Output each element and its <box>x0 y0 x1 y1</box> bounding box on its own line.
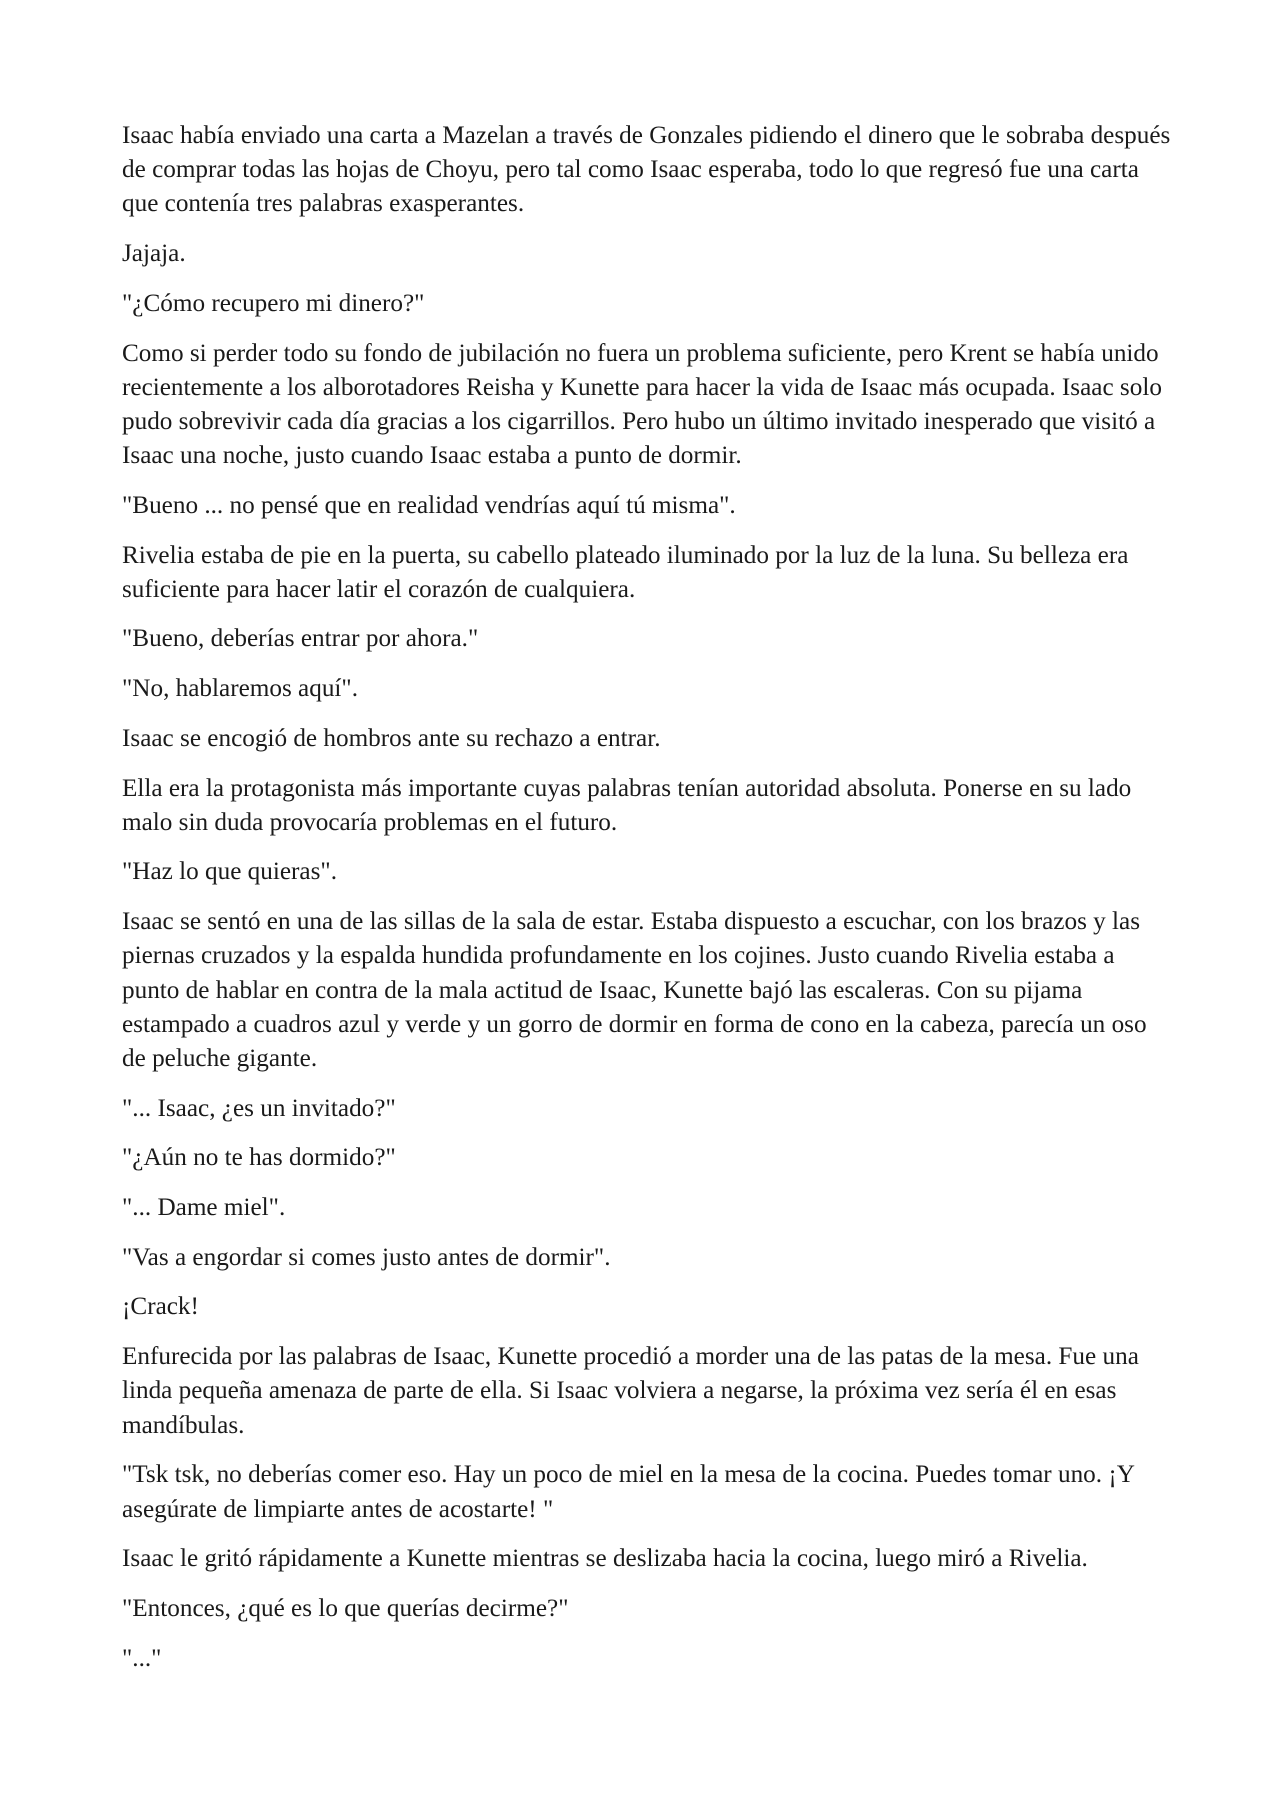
paragraph: Isaac le gritó rápidamente a Kunette mientras se deslizaba hacia la cocina, luego miró a Rivelia. <box>122 1545 1088 1573</box>
paragraph: Rivelia estaba de pie en la puerta, su cabello plateado iluminado por la luz de la luna. Su belleza era suficiente para hacer latir el corazón de cualquiera. <box>122 541 1129 603</box>
paragraph: Isaac había enviado una carta a Mazelan a través de Gonzales pidiendo el dinero que le sobraba después de comprar todas las hojas de Choyu, pero tal como Isaac esperaba, todo lo que regresó fue una carta que contenía tres palabras exasperantes. <box>122 122 1171 218</box>
paragraph: Enfurecida por las palabras de Isaac, Kunette procedió a morder una de las patas de la mesa. Fue una linda pequeña amenaza de parte de ella. Si Isaac volviera a negarse, la próxima vez sería él en esas mandíbulas. <box>122 1343 1139 1439</box>
paragraph: Isaac se sentó en una de las sillas de la sala de estar. Estaba dispuesto a escuchar, con los brazos y las piernas cruzados y la espalda hundida profundamente en los cojines. Justo cuando Rivelia estaba a punto de hablar en contra de la mala actitud de Isaac, Kunette bajó las escaleras. Con su pijama estampado a cuadros azul y verde y un gorro de dormir en forma de cono en la cabeza, parecía un oso de peluche gigante. <box>122 908 1147 1072</box>
paragraph: "¿Aún no te has dormido?" <box>122 1144 396 1172</box>
paragraph: "Haz lo que quieras". <box>122 858 337 886</box>
document-body <box>122 119 1172 1691</box>
paragraph: "No, hablaremos aquí". <box>122 675 358 703</box>
paragraph: "Vas a engordar si comes justo antes de dormir". <box>122 1243 611 1271</box>
paragraph: "Bueno, deberías entrar por ahora." <box>122 625 479 653</box>
paragraph: "Bueno ... no pensé que en realidad vendrías aquí tú misma". <box>122 491 736 519</box>
paragraph: Jajaja. <box>122 240 186 268</box>
paragraph: Isaac se encogió de hombros ante su rechazo a entrar. <box>122 724 661 752</box>
paragraph: "Entonces, ¿qué es lo que querías decirme?" <box>122 1594 569 1622</box>
paragraph: "..." <box>122 1644 162 1672</box>
paragraph: Ella era la protagonista más importante cuyas palabras tenían autoridad absoluta. Ponerse en su lado malo sin duda provocaría problemas en el futuro. <box>122 774 1132 836</box>
paragraph: "¿Cómo recupero mi dinero?" <box>122 289 425 317</box>
paragraph: "... Isaac, ¿es un invitado?" <box>122 1094 396 1122</box>
paragraph: "Tsk tsk, no deberías comer eso. Hay un poco de miel en la mesa de la cocina. Puedes tomar uno. ¡Y asegúrate de limpiarte antes de acostarte! " <box>122 1461 1134 1523</box>
paragraph: "... Dame miel". <box>122 1194 286 1222</box>
paragraph: ¡Crack! <box>122 1293 199 1321</box>
paragraph: Como si perder todo su fondo de jubilación no fuera un problema suficiente, pero Krent se había unido recientemente a los alborotadores Reisha y Kunette para hacer la vida de Isaac más ocupada. Isaac solo pudo sobrevivir cada día gracias a los cigarrillos. Pero hubo un último invitado inesperado que visitó a Isaac una noche, justo cuando Isaac estaba a punto de dormir. <box>122 339 1162 470</box>
